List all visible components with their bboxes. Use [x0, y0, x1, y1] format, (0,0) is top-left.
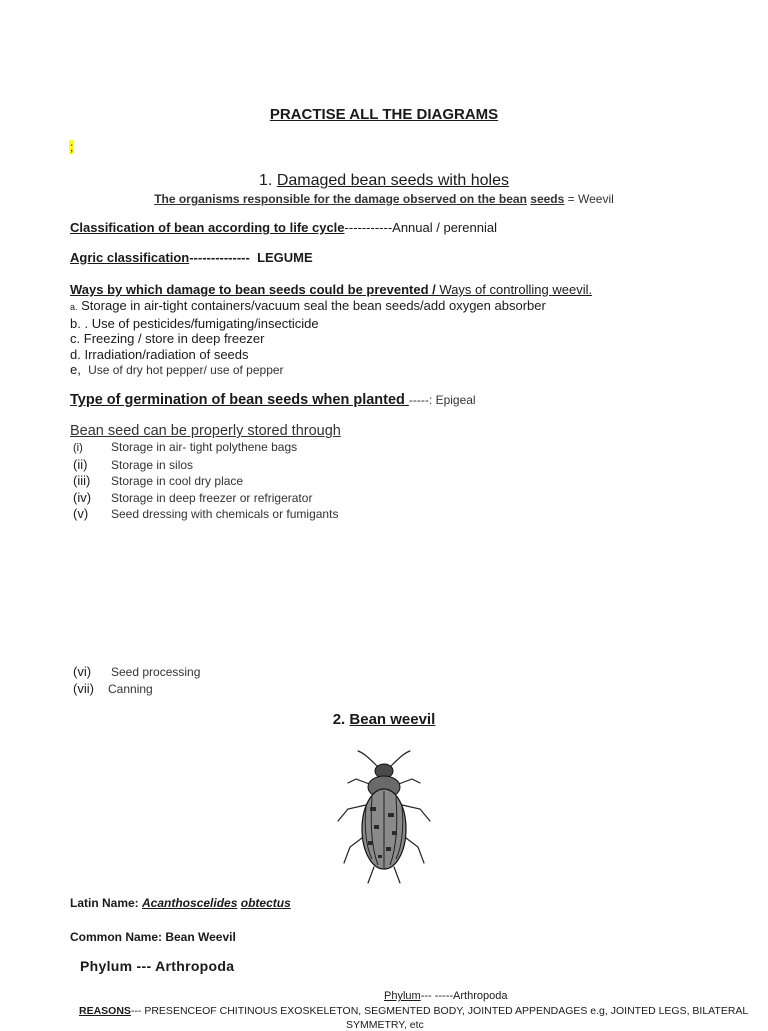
organisms-seeds: seeds — [530, 192, 565, 206]
list-item: b. . Use of pesticides/fumigating/insecticide — [70, 315, 319, 331]
germination-label: Type of germination of bean seeds when planted — [70, 392, 409, 408]
organisms-line — [0, 192, 768, 206]
phylum2-label: Phylum — [384, 990, 421, 1002]
section2-number: 2. — [332, 711, 346, 728]
ways-list — [70, 298, 546, 379]
reasons-line-continued: SYMMETRY, etc — [346, 1019, 424, 1031]
list-item: c. Freezing / store in deep freezer — [70, 331, 265, 346]
page-title: PRACTISE ALL THE DIAGRAMS — [269, 106, 499, 123]
list-item: (iii) Storage in cool dry place — [73, 473, 244, 488]
section2-heading — [0, 711, 768, 728]
agric-line — [70, 250, 313, 265]
list-item: (v) Seed dressing with chemicals or fumigants — [73, 506, 339, 521]
agric-label: Agric classification — [70, 250, 190, 265]
highlight-marker: ; — [70, 140, 74, 154]
common-name: Common Name: Bean Weevil — [70, 930, 236, 944]
list-item: e, Use of dry hot pepper/ use of pepper — [70, 362, 284, 377]
section1-number: 1. — [259, 172, 273, 189]
organisms-question: The organisms responsible for the damage observed on the bean — [154, 192, 527, 206]
list-item: (i) Storage in air- tight polythene bags — [73, 440, 298, 454]
organisms-answer: = Weevil — [567, 192, 614, 206]
latin-species: obtectus — [240, 896, 291, 910]
list-item: (iv) Storage in deep freezer or refrigerator — [73, 489, 313, 505]
phylum-line: Phylum --- Arthropoda — [80, 958, 235, 974]
section1-heading — [0, 172, 768, 190]
list-item: (ii) Storage in silos — [73, 456, 194, 472]
reasons-line — [79, 1005, 748, 1017]
storage-list — [73, 440, 338, 523]
list-item: (vii) Canning — [73, 680, 153, 696]
storage-list-continued — [73, 664, 200, 697]
agric-dashes: -------------- — [189, 250, 250, 265]
agric-answer: LEGUME — [257, 250, 313, 265]
ways-heading-b: Ways of controlling weevil. — [439, 282, 593, 297]
latin-genus: Acanthoscelides — [142, 896, 238, 910]
reasons-text: --- PRESENCEOF CHITINOUS EXOSKELETON, SEGMENTED BODY, JOINTED APPENDAGES e.g, JOINTED LEGS, BILATERAL — [130, 1005, 749, 1017]
section1-title: Damaged bean seeds with holes — [276, 172, 509, 189]
classification-line — [70, 220, 497, 235]
ways-heading — [70, 282, 592, 297]
classification-label: Classification of bean according to life cycle — [70, 220, 345, 235]
phylum-line-2 — [384, 990, 507, 1002]
latin-name-label: Latin Name: — [70, 896, 143, 910]
storage-heading: Bean seed can be properly stored through — [70, 423, 341, 439]
latin-name — [70, 896, 291, 910]
classification-answer: -----------Annual / perennial — [344, 220, 497, 235]
list-item: (vi) Seed processing — [73, 664, 201, 679]
germination-answer: -----: Epigeal — [408, 393, 476, 407]
bean-weevil-image — [330, 745, 438, 885]
list-item: a. Storage in air-tight containers/vacuum seal the bean seeds/add oxygen absorber — [70, 298, 546, 313]
list-item: d. Irradiation/radiation of seeds — [70, 346, 249, 362]
phylum2-rest: --- -----Arthropoda — [420, 990, 508, 1002]
ways-heading-a: Ways by which damage to bean seeds could be prevented / — [70, 282, 440, 297]
germination-line — [70, 392, 476, 408]
reasons-label: REASONS — [79, 1005, 131, 1017]
section2-title: Bean weevil — [349, 711, 436, 728]
